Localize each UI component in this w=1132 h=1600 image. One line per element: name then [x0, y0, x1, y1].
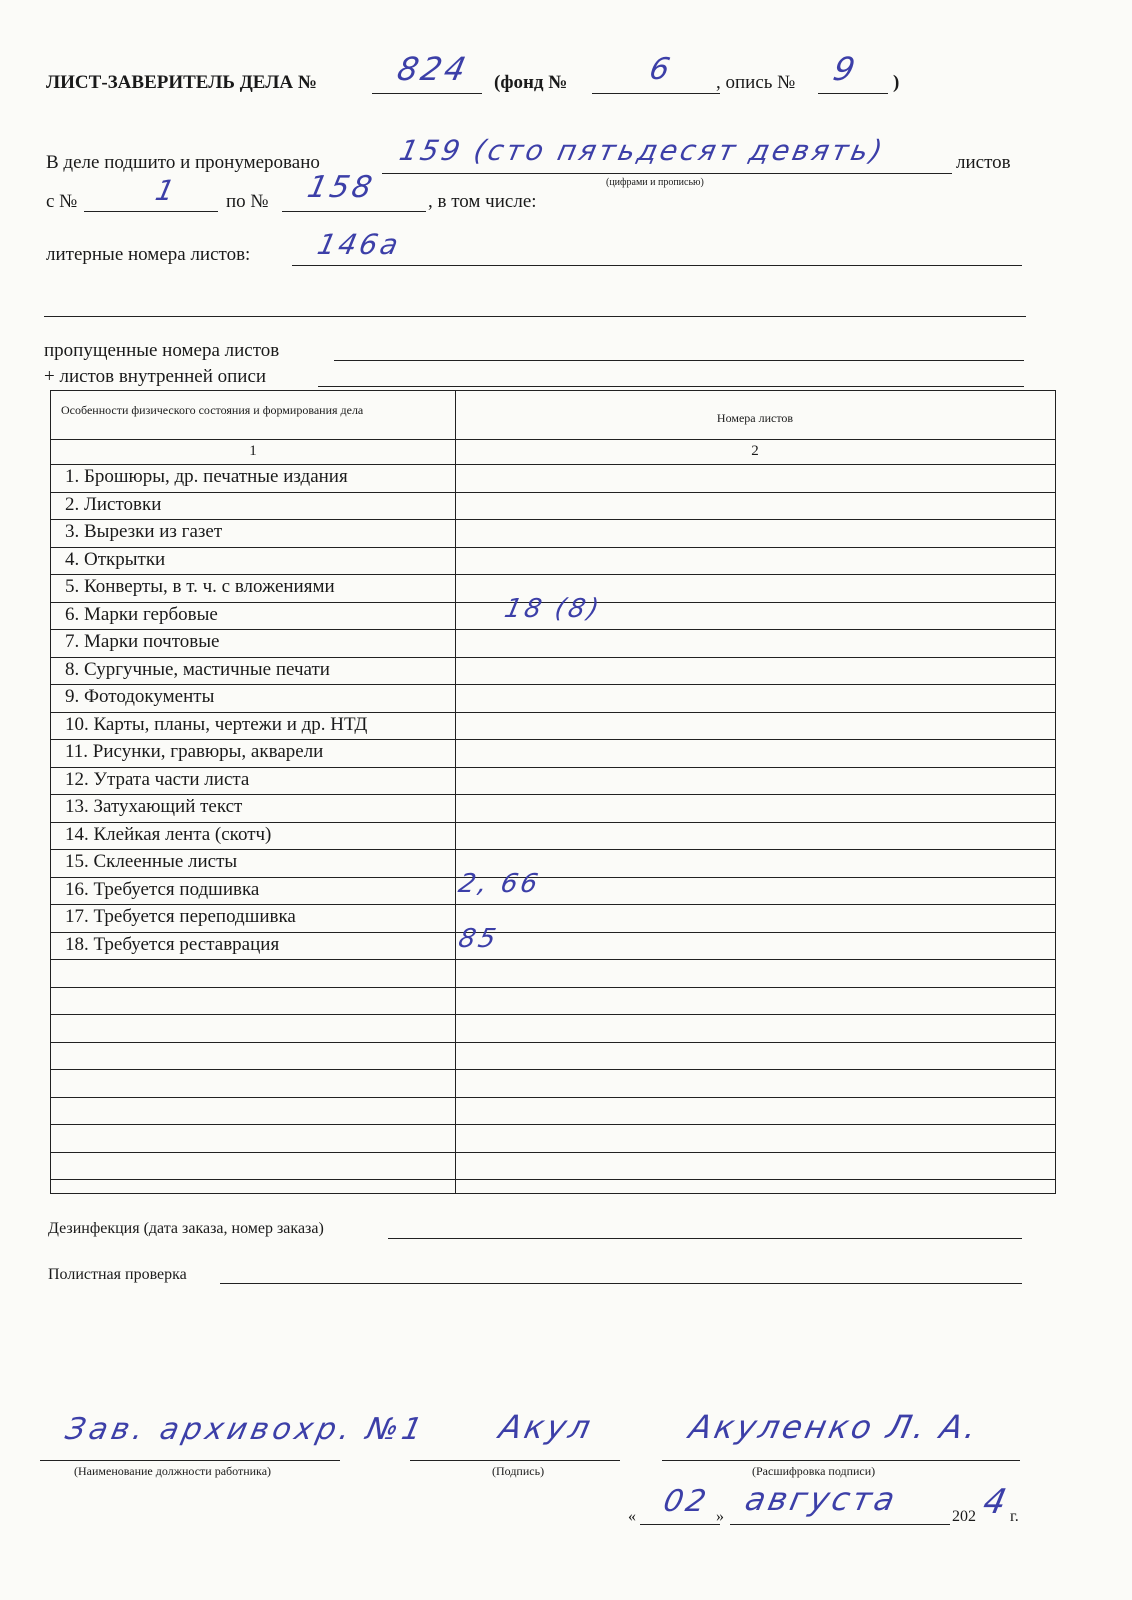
table-row-divider	[51, 574, 1055, 575]
table-row-label: 3. Вырезки из газет	[65, 521, 223, 542]
table-row-label: 11. Рисунки, гравюры, акварели	[65, 741, 324, 762]
table-row-divider	[51, 547, 1055, 548]
name-line	[662, 1460, 1020, 1461]
table-row-divider	[51, 849, 1055, 850]
table-row-divider	[51, 629, 1055, 630]
form-title: ЛИСТ-ЗАВЕРИТЕЛЬ ДЕЛА №	[46, 72, 317, 93]
empty-row-divider	[51, 987, 1055, 988]
fond-value: 6	[646, 52, 676, 87]
date-day-line	[640, 1524, 720, 1525]
sheets-line	[382, 173, 952, 174]
date-year-digit: 4	[979, 1482, 1013, 1522]
liter-value: 146а	[314, 228, 405, 261]
date-suffix: г.	[1010, 1508, 1019, 1525]
col1-header: Особенности физического состояния и формирования дела	[61, 403, 364, 417]
table-row-label: 7. Марки почтовые	[65, 631, 220, 652]
missing-line	[334, 360, 1024, 361]
case-number-value: 824	[393, 50, 473, 88]
to-line	[282, 211, 426, 212]
signature-line	[410, 1460, 620, 1461]
table-row-divider	[51, 959, 1055, 960]
table-row-divider	[51, 904, 1055, 905]
case-number-line	[372, 93, 482, 94]
header-close-paren: )	[893, 72, 900, 93]
table-row-label: 6. Марки гербовые	[65, 603, 218, 625]
opis-value: 9	[829, 50, 862, 88]
missing-label: пропущенные номера листов	[44, 340, 280, 361]
table-row-label: 17. Требуется переподшивка	[65, 906, 296, 927]
liter-line	[292, 265, 1022, 266]
table-row-label: 16. Требуется подшивка	[65, 878, 260, 900]
disinfection-line	[388, 1238, 1022, 1239]
table-row-label: 13. Затухающий текст	[65, 796, 243, 817]
empty-row-divider	[51, 1152, 1055, 1153]
empty-row-divider	[51, 1014, 1055, 1015]
date-open-quote: «	[628, 1508, 636, 1525]
opis-line	[818, 93, 888, 94]
table-row-label: 2. Листовки	[65, 493, 162, 515]
date-close-quote: »	[716, 1508, 724, 1525]
table-row-divider	[51, 657, 1055, 658]
name-value: Акуленко Л. А.	[685, 1408, 983, 1446]
table-row-label: 4. Открытки	[65, 548, 166, 570]
from-label: с №	[46, 191, 78, 212]
name-caption: (Расшифровка подписи)	[752, 1464, 876, 1478]
including-label: , в том числе:	[428, 191, 537, 212]
position-line	[40, 1460, 340, 1461]
disinfection-label: Дезинфекция (дата заказа, номер заказа)	[48, 1220, 324, 1237]
inner-label: + листов внутренней описи	[44, 366, 267, 387]
table-row-divider	[51, 932, 1055, 933]
liter-label: литерные номера листов:	[46, 244, 251, 265]
check-label: Полистная проверка	[48, 1266, 187, 1283]
to-value: 158	[304, 170, 378, 205]
table-row-value: 2, 66	[455, 868, 544, 899]
empty-row-divider	[51, 1124, 1055, 1125]
fond-label: (фонд №	[494, 72, 568, 93]
table-row-divider	[51, 877, 1055, 878]
table-row-label: 15. Склеенные листы	[65, 851, 238, 872]
empty-row-divider	[51, 1069, 1055, 1070]
table-row-divider	[51, 739, 1055, 740]
sheets-hint: (цифрами и прописью)	[606, 177, 704, 188]
position-value: Зав. архивохр. №1	[62, 1412, 429, 1447]
extra-line	[44, 316, 1026, 317]
position-caption: (Наименование должности работника)	[74, 1464, 272, 1478]
table-row-value: 18 (8)	[501, 593, 605, 624]
table-row-label: 8. Сургучные, мастичные печати	[65, 658, 330, 680]
features-table	[50, 390, 1056, 1194]
opis-label: , опись №	[716, 72, 796, 93]
table-column-divider	[455, 391, 456, 1193]
from-line	[84, 211, 218, 212]
from-value: 1	[152, 174, 181, 207]
table-row-label: 12. Утрата части листа	[65, 768, 250, 790]
empty-row-divider	[51, 1097, 1055, 1098]
table-row-divider	[51, 822, 1055, 823]
fond-line	[592, 93, 720, 94]
inner-line	[318, 386, 1024, 387]
empty-row-divider	[51, 1179, 1055, 1180]
signature-caption: (Подпись)	[492, 1464, 545, 1478]
sheets-suffix: листов	[956, 152, 1011, 173]
date-year-prefix: 202	[952, 1508, 976, 1525]
table-row-divider	[51, 492, 1055, 493]
to-label: по №	[226, 191, 269, 212]
table-row-divider	[51, 519, 1055, 520]
table-row-divider	[51, 767, 1055, 768]
table-row-label: 5. Конверты, в т. ч. с вложениями	[65, 576, 335, 597]
table-row-label: 10. Карты, планы, чертежи и др. НТД	[65, 713, 368, 735]
date-day: 02	[660, 1484, 712, 1519]
table-row-label: 9. Фотодокументы	[65, 686, 215, 707]
sheets-label: В деле подшито и пронумеровано	[46, 152, 320, 173]
table-row-divider	[51, 712, 1055, 713]
empty-row-divider	[51, 1042, 1055, 1043]
check-line	[220, 1283, 1022, 1284]
col2-header: Номера листов	[716, 411, 794, 425]
col1-number: 1	[249, 443, 257, 459]
table-row-label: 14. Клейкая лента (скотч)	[65, 823, 272, 845]
table-row-value: 85	[455, 923, 502, 954]
col2-number: 2	[751, 443, 759, 459]
table-row-label: 1. Брошюры, др. печатные издания	[65, 466, 348, 487]
sheets-value: 159 (сто пятьдесят девять)	[396, 134, 889, 167]
date-month: августа	[741, 1480, 902, 1518]
date-month-line	[730, 1524, 950, 1525]
table-row-divider	[51, 684, 1055, 685]
table-row-divider	[51, 794, 1055, 795]
table-row-label: 18. Требуется реставрация	[65, 933, 280, 955]
signature-value: Акул	[495, 1408, 597, 1446]
